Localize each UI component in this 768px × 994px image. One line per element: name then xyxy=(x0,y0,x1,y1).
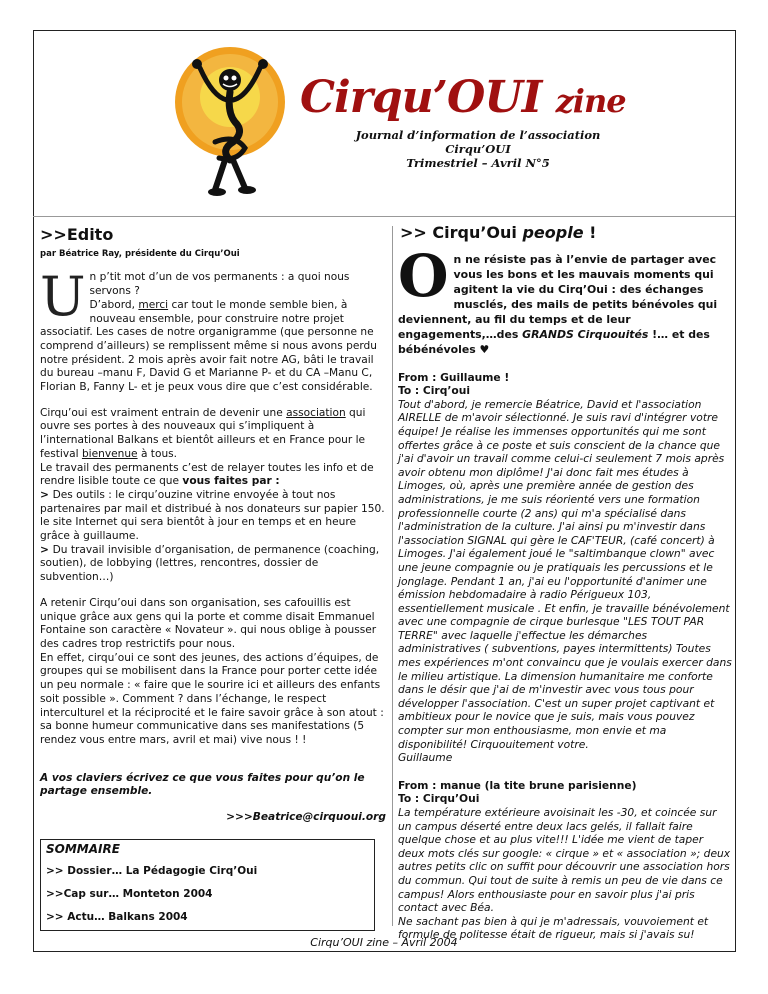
column-divider xyxy=(392,226,393,926)
juggler-logo xyxy=(175,42,285,197)
edito-email[interactable]: >>>Beatrice@cirquoui.org xyxy=(226,811,386,824)
page-footer: Cirqu’OUI zine – Avril 2004 xyxy=(310,936,458,949)
zine-title: Cirqu’OUI zine xyxy=(300,72,626,123)
zine-subtitle: Journal d’information de l’association Cirqu’OUI Trimestriel – Avril N°5 xyxy=(355,128,601,170)
edito-column xyxy=(40,225,386,931)
edito-paragraph-6: A retenir Cirqu’oui dans son organisation, ses cafouillis est unique grâce aux gens qui la porte et comme disait Emmanuel Fontaine son caractère « Novateur ». qui nous oblige à pousser des cadres trop restrictifs pour nous. xyxy=(40,596,377,650)
edito-paragraph-4: > Des outils : le cirqu’ouzine vitrine envoyée à tout nos partenaires par mail et distribué à nos donateurs sur papier 150. le site Internet qui sera bientôt à jour en temps et en heure grâce à guillaume. xyxy=(40,488,385,543)
edito-paragraph-3: Le travail des permanents c’est de relayer toutes les info et de rendre lisible toute ce que vous faites par : xyxy=(40,461,374,488)
sommaire-title: SOMMAIRE xyxy=(46,841,120,856)
letter-2-body: La température extérieure avoisinait les -30, et coincée sur un campus déserté entre deux lacs gelés, il fallait faire quelque chose et au plus vite!!! L'idée me vient de taper deux mots clés sur google: « cirque » et « association »; deux autres petits clic on suffit pour découvrir une association hors du commun. Qui tout de suite à remis un peu de vie dans ce campus! Alors enthousiaste pour en savoir plus j'ai pris contact avec Béa. xyxy=(398,806,731,915)
letter-2-to: To : Cirqu’Oui xyxy=(398,792,480,806)
people-column xyxy=(398,223,732,942)
sommaire-item[interactable]: >> Dossier… La Pédagogie Cirq’Oui xyxy=(46,865,258,878)
letter-1-to: To : Cirq’oui xyxy=(398,384,471,398)
sommaire-item[interactable]: >> Actu… Balkans 2004 xyxy=(46,910,188,923)
sommaire-item[interactable]: >>Cap sur… Monteton 2004 xyxy=(46,888,213,901)
edito-paragraph-2: Cirqu’oui est vraiment entrain de devenir une association qui ouvre ses portes à des nouveaux qui s’impliquent à l’international Balkans et bientôt ailleurs et en France pour le festival bienvenue à tous. xyxy=(40,406,366,460)
edito-paragraph-7: En effet, cirqu’oui ce sont des jeunes, des actions d’équipes, de groupes qui se mobilisent dans la France pour porter cette idée un peu normale : « faire que le sourire ici et ailleurs des enfants soit possible ». Comment ? dans l’échange, le respect interculturel et la réciprocité et le faire savoir grâce à son atout : sa bonne humeur communicative dans ses manifestations (5 rendez vous entre mars, avril et mai) vive nous ! ! xyxy=(40,651,384,746)
people-intro: On ne résiste pas à l’envie de partager avec vous les bons et les mauvais moments qui agitent la vie du Cirq’Oui : des échanges musclés, des mails de petits bénévoles qui deviennent, au fil du temps et de leur engagements,…des GRANDS Cirquouités !… et des bébénévoles ♥ xyxy=(398,241,718,356)
letter-1-from: From : Guillaume ! xyxy=(398,370,510,384)
people-heading: >> Cirqu’Oui people ! xyxy=(400,223,597,242)
letter-2-body-end: Ne sachant pas bien à qui je m'adressais, vouvoiement et formule de politesse était de rigueur, mais si j'avais su! xyxy=(398,914,709,942)
letter-2-from: From : manue (la tite brune parisienne) xyxy=(398,778,637,792)
edito-heading: >>Edito xyxy=(40,225,114,244)
edito-paragraph-5: > Du travail invisible d’organisation, de permanence (coaching, soutien), de lobbying (lettres, rencontres, dossier de subvention…) xyxy=(40,543,380,584)
edito-paragraph-1: Un p’tit mot d’un de vos permanents : a quoi nous servons ? D’abord, merci car tout le monde semble bien, à nouveau ensemble, pour construire notre projet associatif. Les cases de notre organigramme (que personne ne comprend d’ailleurs) se remplissent même si nous avons perdu notre président. 2 mois après avoir fait notre AG, bâti le travail du bureau –manu F, David G et Marianne P- et du CA –Manu C, Florian B, Fanny L- et je peux vous dire que c’est considérable. xyxy=(40,265,377,394)
letter-1-signature: Guillaume xyxy=(398,751,453,765)
edito-call-to-action: A vos claviers écrivez ce que vous faites pour qu’on le partage ensemble. xyxy=(40,771,365,798)
letter-1-body: Tout d'abord, je remercie Béatrice, David et l'association AIRELLE de m'avoir sélectionné. Je suis ravi d'intégrer votre équipe! Je réalise les immenses opportunités qui me sont offertes grâce à ce poste et suis conscient de la chance que j'ai d'avoir un travail comme celui-ci seulement 7 mois après avoir obtenu mon diplôme! J'ai donc fait mes études à Limoges, où, après une première année de gestion des administrations, je me suis réorienté vers une formation professionnelle courte (2 ans) qui m'a spécialisé dans l'administration de la culture. J'ai ainsi pu m'investir dans l'association SIGNAL qui gère le CAF'TEUR, (café concert) à Limoges. J'ai également joué le "saltimbanque clown" avec une jeune compagnie ou je pratiquais les percussions et le jonglage. Pendant 1 an, j'ai eu l'opportunité d'animer une émission hebdomadaire à radio Périgueux 103, essentiellement musicale . Et enfin, je travaille bénévolement avec une compagnie de cirque burlesque "LES TOUT PAR TERRE" avec laquelle j'effectue les démarches administratives ( subventions, payes intermittents) Toutes mes expériences m'ont convaincu que je voulais exercer dans le milieu artistique. La dimension humanitaire me conforte dans le désir que j'ai de m'investir avec vous tous pour développer l'association. C'est un super projet captivant et ambitieux pour le novice que je suis, mais vous pouvez compter sur mon enthousiasme, mon envie et ma disponibilité! Cirquouitement votre. xyxy=(398,397,732,751)
header-rule xyxy=(33,216,735,217)
sommaire-box xyxy=(40,839,375,931)
edito-byline: par Béatrice Ray, présidente du Cirqu’Oui xyxy=(40,248,240,259)
